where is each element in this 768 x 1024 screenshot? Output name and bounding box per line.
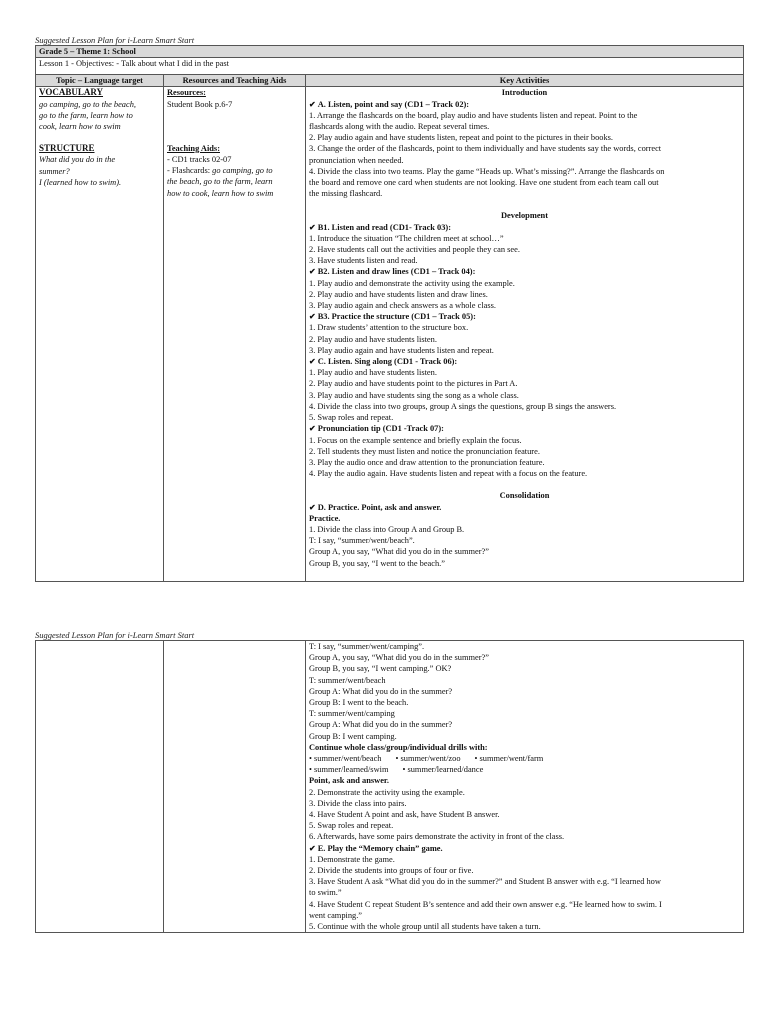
activity-line: Group A: What did you do in the summer? (309, 720, 453, 730)
page-header: Suggested Lesson Plan for i-Learn Smart Start (35, 630, 195, 640)
check-icon: ✔ (309, 312, 316, 322)
activity-line: 2. Play audio and have students point to the pictures in Part A. (309, 379, 518, 389)
resources-cell-empty (164, 641, 306, 933)
resources-title: Resources: (167, 88, 206, 98)
activity-line: 4. Have Student A point and ask, have Student B answer. (309, 810, 500, 820)
vocab-line: go camping, go to the beach, (39, 99, 136, 109)
activity-line: 1. Introduce the situation “The children meet at school…” (309, 233, 504, 243)
activity-d-title: ✔ D. Practice. Point, ask and answer. (309, 502, 442, 512)
activity-line: T: summer/went/camping (309, 709, 395, 719)
activity-a-title: ✔ A. Listen, point and say (CD1 – Track 02): (309, 99, 470, 109)
drills-row: • summer/learned/swim • summer/learned/dance (309, 765, 484, 775)
vocab-line: cook, learn how to swim (39, 122, 121, 132)
structure-title: STRUCTURE (39, 143, 95, 154)
drills-title: Continue whole class/group/individual drills with: (309, 742, 488, 752)
activity-line: 6. Afterwards, have some pairs demonstrate the activity in front of the class. (309, 832, 565, 842)
teaching-aids-line: how to cook, learn how to swim (167, 188, 274, 198)
teaching-aids-flashcards: - Flashcards: go camping, go to (167, 166, 273, 176)
column-header-resources: Resources and Teaching Aids (164, 75, 306, 87)
check-icon: ✔ (309, 222, 316, 232)
activity-line: 2. Tell students they must listen and notice the pronunciation feature. (309, 446, 540, 456)
activity-b2-title: ✔ B2. Listen and draw lines (CD1 – Track 04): (309, 267, 476, 277)
activity-line: 4. Have Student C repeat Student B’s sentence and add their own answer e.g. “He learned how to swim. I (309, 899, 662, 909)
activity-line: 4. Divide the class into two groups, group A sings the questions, group B sings the answers. (309, 401, 617, 411)
activity-line: Group B: I went camping. (309, 731, 397, 741)
structure-line: summer? (39, 166, 70, 176)
lesson-plan-table (35, 45, 744, 582)
activity-line: Group A: What did you do in the summer? (309, 686, 453, 696)
vocab-line: go to the farm, learn how to (39, 110, 133, 120)
structure-line: I (learned how to swim). (39, 177, 122, 187)
resources-line: Student Book p.6-7 (167, 99, 233, 109)
activity-line: 2. Divide the students into groups of four or five. (309, 866, 474, 876)
activity-line: 4. Play the audio again. Have students listen and repeat with a focus on the feature. (309, 469, 588, 479)
activity-line: 3. Play audio again and check answers as a whole class. (309, 301, 496, 311)
point-ask-answer-title: Point, ask and answer. (309, 776, 389, 786)
activity-line: Group B: I went to the beach. (309, 698, 409, 708)
development-heading: Development (501, 211, 548, 221)
consolidation-heading: Consolidation (499, 491, 550, 501)
check-icon: ✔ (309, 99, 316, 109)
activity-line: 3. Play audio and have students sing the song as a whole class. (309, 390, 519, 400)
activities-cell (306, 87, 744, 582)
teaching-aids-line: - CD1 tracks 02-07 (167, 155, 232, 165)
activity-line: Group B, you say, “I went to the beach.” (309, 558, 445, 568)
activity-line: T: I say, “summer/went/camping”. (309, 642, 425, 651)
activity-line: 5. Swap roles and repeat. (309, 821, 394, 831)
activity-line: 3. Have Student A ask “What did you do in the summer?” and Student B answer with e.g. “I learned how (309, 877, 661, 887)
activity-line: 1. Focus on the example sentence and briefly explain the focus. (309, 435, 522, 445)
activity-line: went camping.” (309, 910, 363, 920)
teaching-aids-title: Teaching Aids: (167, 143, 220, 153)
introduction-heading: Introduction (501, 88, 548, 98)
column-header-topic: Topic – Language target (36, 75, 164, 87)
topic-cell (36, 87, 164, 582)
activity-c-title: ✔ C. Listen. Sing along (CD1 - Track 06): (309, 357, 458, 367)
activity-a-lines: 1. Arrange the flashcards on the board, play audio and have students listen and repeat. Point to the flashcards along with the audio. Repeat several times. 2. Play audio again and have students listen, repeat and point to the pictures in their books. 3. Change the order of the flashcards, point to them individually and have students say the words, correct pronunciation when needed. 4. Divide the class into two teams. Play the game “Heads up. What’s missing?”. Arrange the flashcards on the board and remove one card when students are not looking. Have one student from each team call out the missing flashcard. (309, 110, 665, 199)
resources-cell (164, 87, 306, 582)
activity-line: 1. Divide the class into Group A and Group B. (309, 524, 465, 534)
practice-label: Practice. (309, 513, 341, 523)
activity-line: Group A, you say, “What did you do in the summer?” (309, 653, 489, 663)
check-icon: ✔ (309, 357, 316, 367)
activity-line: 5. Swap roles and repeat. (309, 413, 394, 423)
activity-line: 1. Demonstrate the game. (309, 854, 395, 864)
activity-line: 3. Divide the class into pairs. (309, 798, 407, 808)
activity-line: 1. Draw students’ attention to the structure box. (309, 323, 469, 333)
activity-line: to swim.” (309, 888, 342, 898)
drills-row: • summer/went/beach • summer/went/zoo • summer/went/farm (309, 754, 544, 764)
check-icon: ✔ (309, 267, 316, 277)
activity-line: 2. Play audio and have students listen. (309, 334, 437, 344)
activity-line: Group A, you say, “What did you do in the summer?” (309, 547, 489, 557)
activity-line: 2. Demonstrate the activity using the example. (309, 787, 465, 797)
structure-line: What did you do in the (39, 155, 116, 165)
topic-cell-empty (36, 641, 164, 933)
activity-line: 3. Play audio again and have students listen and repeat. (309, 345, 494, 355)
activity-b1-title: ✔ B1. Listen and read (CD1- Track 03): (309, 222, 452, 232)
activity-line: 1. Play audio and have students listen. (309, 368, 437, 378)
lesson-plan-table-continued (35, 640, 744, 933)
activity-line: 5. Continue with the whole group until all students have taken a turn. (309, 922, 541, 932)
activities-cell-continued (306, 641, 744, 933)
check-icon: ✔ (309, 843, 316, 853)
check-icon: ✔ (309, 424, 316, 434)
teaching-aids-line: the beach, go to the farm, learn (167, 177, 273, 187)
activity-b3-title: ✔ B3. Practice the structure (CD1 – Track 05): (309, 312, 476, 322)
activity-e-title: ✔ E. Play the “Memory chain” game. (309, 843, 443, 853)
column-header-activities: Key Activities (306, 75, 744, 87)
check-icon: ✔ (309, 502, 316, 512)
activity-line: T: I say, “summer/went/beach”. (309, 536, 415, 546)
activity-line: 1. Play audio and demonstrate the activity using the example. (309, 278, 515, 288)
pronunciation-tip-title: ✔ Pronunciation tip (CD1 -Track 07): (309, 424, 444, 434)
activity-line: T: summer/went/beach (309, 675, 386, 685)
activity-line: 2. Play audio and have students listen and draw lines. (309, 289, 488, 299)
activity-line: 3. Have students listen and read. (309, 256, 418, 266)
grade-theme: Grade 5 – Theme 1: School (36, 46, 744, 58)
activity-line: 2. Have students call out the activities and people they can see. (309, 245, 520, 255)
lesson-objectives: Lesson 1 - Objectives: - Talk about what I did in the past (36, 58, 744, 75)
page-header: Suggested Lesson Plan for i-Learn Smart Start (35, 35, 195, 45)
vocabulary-title: VOCABULARY (39, 87, 104, 98)
activity-line: 3. Play the audio once and draw attention to the pronunciation feature. (309, 457, 545, 467)
activity-line: Group B, you say, “I went camping.” OK? (309, 664, 452, 674)
